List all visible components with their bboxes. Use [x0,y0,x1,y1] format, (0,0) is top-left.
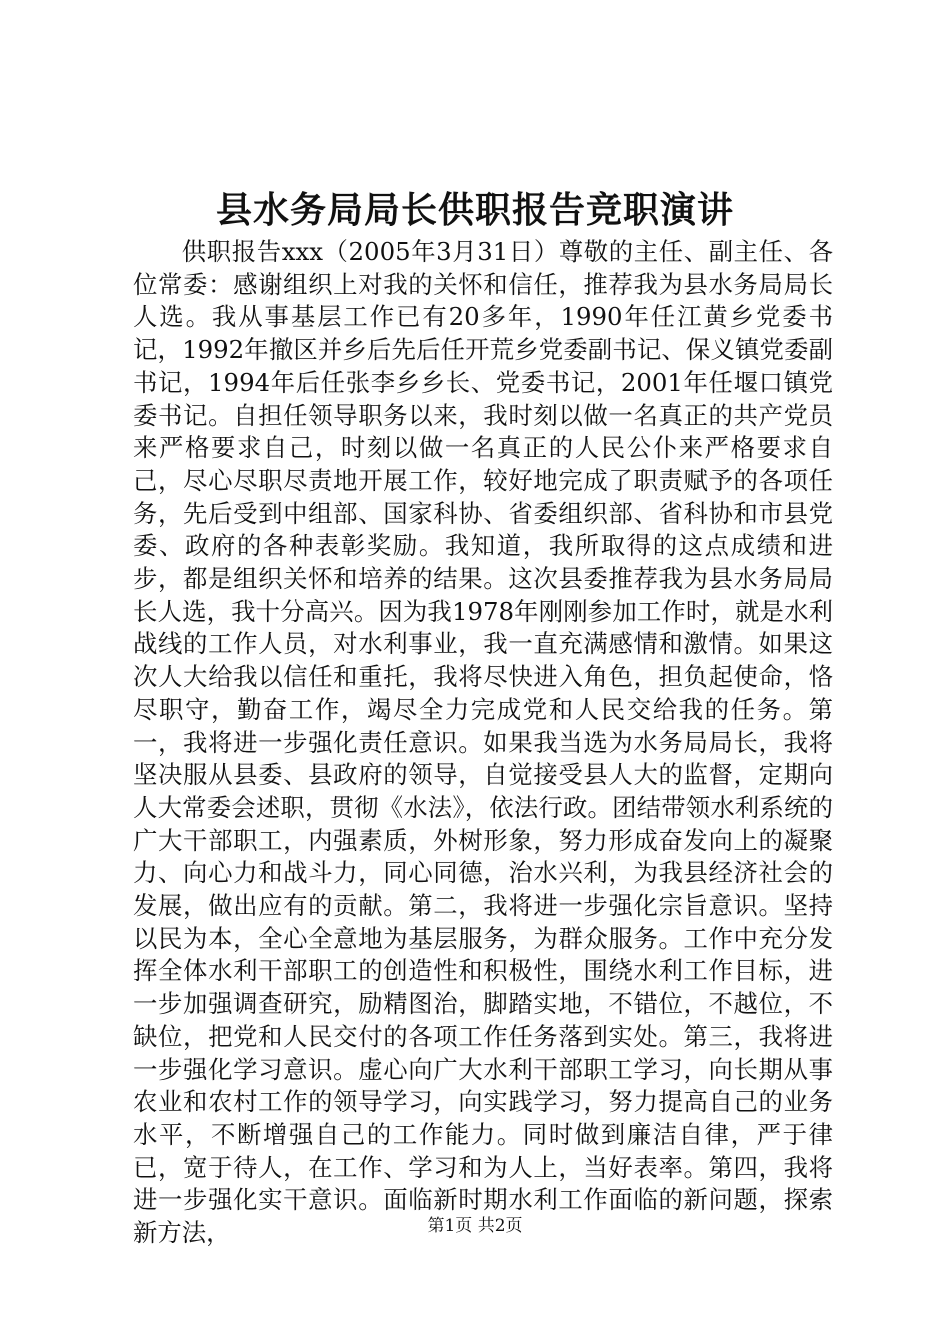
document-title: 县水务局局长供职报告竞职演讲 [215,189,734,231]
page-footer: 第1页 共2页 [427,1216,523,1236]
document-body: 供职报告xxx（2005年3月31日）尊敬的主任、副主任、各位常委：感谢组织上对我的关怀和信任，推荐我为县水务局局长人选。我从事基层工作已有20多年，1990年任江黄乡党委书记，1992年撤区并乡后先后任开荒乡党委副书记、保义镇党委副书记，1994年后任张李乡乡长、党委书记，2001年任堰口镇党委书记。自担任领导职务以来，我时刻以做一名真正的共产党员来严格要求自己，时刻以做一名真正的人民公仆来严格要求自己，尽心尽职尽责地开展工作，较好地完成了职责赋予的各项任务，先后受到中组部、国家科协、省委组织部、省科协和市县党委、政府的各种表彰奖励。我知道，我所取得的这点成绩和进步，都是组织关怀和培养的结果。这次县委推荐我为县水务局局长人选，我十分高兴。因为我1978年刚刚参加工作时，就是水利战线的工作人员，对水利事业，我一直充满感情和激情。如果这次人大给我以信任和重托，我将尽快进入角色，担负起使命，恪尽职守，勤奋工作，竭尽全力完成党和人民交给我的任务。第一，我将进一步强化责任意识。如果我当选为水务局局长，我将坚决服从县委、县政府的领导，自觉接受县人大的监督，定期向人大常委会述职，贯彻《水法》，依法行政。团结带领水利系统的广大干部职工，内强素质，外树形象，努力形成奋发向上的凝聚力、向心力和战斗力，同心同德，治水兴利，为我县经济社会的发展，做出应有的贡献。第二，我将进一步强化宗旨意识。坚持以民为本，全心全意地为基层服务，为群众服务。工作中充分发挥全体水利干部职工的创造性和积极性，围绕水利工作目标，进一步加强调查研究，励精图治，脚踏实地，不错位，不越位，不缺位，把党和人民交付的各项工作任务落到实处。第三，我将进一步强化学习意识。虚心向广大水利干部职工学习，向长期从事农业和农村工作的领导学习，向实践学习，努力提高自己的业务水平，不断增强自己的工作能力。同时做到廉洁自律，严于律已，宽于待人，在工作、学习和为人上，当好表率。第四，我将进一步强化实干意识。面临新时期水利工作面临的新问题，探索新方法， [133,237,833,1248]
